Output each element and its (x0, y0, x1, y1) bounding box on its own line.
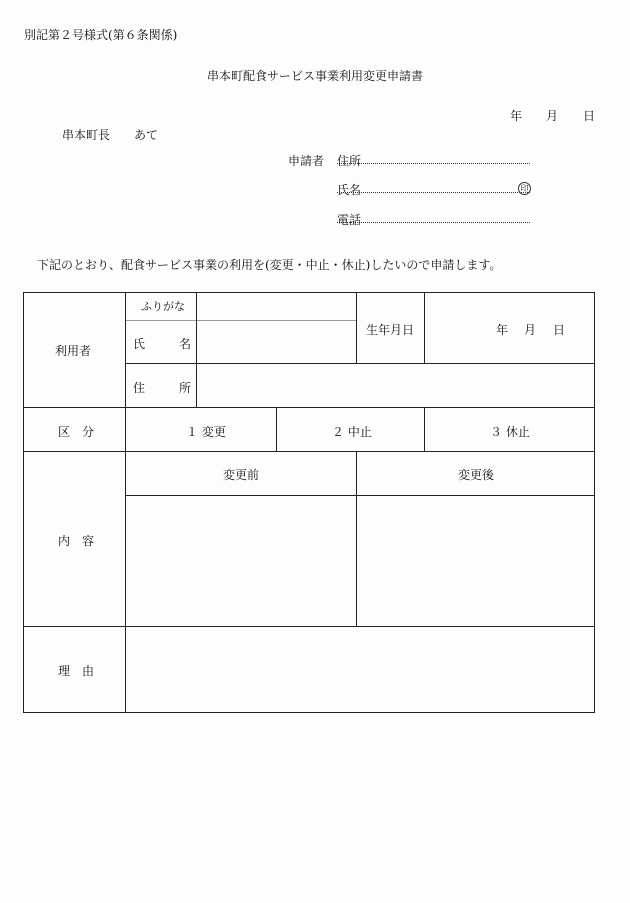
birth-month-label: 月 (524, 323, 537, 337)
form-title: 串本町配食サービス事業利用変更申請書 (206, 69, 423, 83)
after-label: 変更後 (458, 468, 495, 482)
reason-label: 理 由 (58, 664, 95, 678)
birth-year-label: 年 (496, 323, 509, 337)
applicant-phone-field[interactable] (337, 222, 530, 223)
applicant-address-label: 住所 (337, 154, 362, 168)
birthdate-label: 生年月日 (366, 323, 415, 337)
after-field[interactable] (357, 496, 594, 626)
furigana-label: ふりがな (141, 300, 185, 313)
addressee-suffix: あて (134, 128, 159, 142)
statement-text: 下記のとおり、配食サービス事業の利用を(変更・中止・休止)したいので申請します。 (37, 258, 502, 272)
applicant-phone-label: 電話 (337, 213, 362, 227)
address-field[interactable] (197, 364, 594, 407)
applicant-address-field[interactable] (337, 163, 530, 164)
date-month-label: 月 (546, 109, 559, 123)
name-label-left: 氏 (133, 337, 146, 351)
applicant-label: 申請者 (288, 154, 325, 168)
user-label: 利用者 (55, 344, 92, 358)
name-label (133, 335, 191, 352)
date-day-label: 日 (583, 109, 596, 123)
date-year-label: 年 (510, 109, 523, 123)
seal-mark: 印 (518, 182, 531, 195)
addressee-name: 串本町長 (62, 128, 111, 142)
name-field[interactable] (197, 321, 356, 363)
furigana-field[interactable] (197, 293, 356, 320)
birth-day-label: 日 (553, 323, 566, 337)
before-field[interactable] (126, 496, 356, 626)
reason-field[interactable] (126, 627, 594, 712)
name-label-right: 名 (178, 337, 191, 351)
option-stop[interactable]: ２ 中止 (332, 425, 372, 439)
address-label-right: 所 (178, 381, 191, 395)
content-label: 内 容 (58, 534, 95, 548)
option-suspend[interactable]: ３ 休止 (490, 425, 530, 439)
before-label: 変更前 (223, 468, 260, 482)
form-number: 別記第２号様式(第６条関係) (24, 28, 178, 42)
address-label-left: 住 (133, 381, 146, 395)
category-label: 区 分 (58, 425, 95, 439)
option-change[interactable]: １ 変更 (186, 425, 226, 439)
applicant-name-label: 氏名 (337, 183, 362, 197)
applicant-name-field[interactable] (337, 192, 530, 193)
address-label (133, 379, 191, 396)
